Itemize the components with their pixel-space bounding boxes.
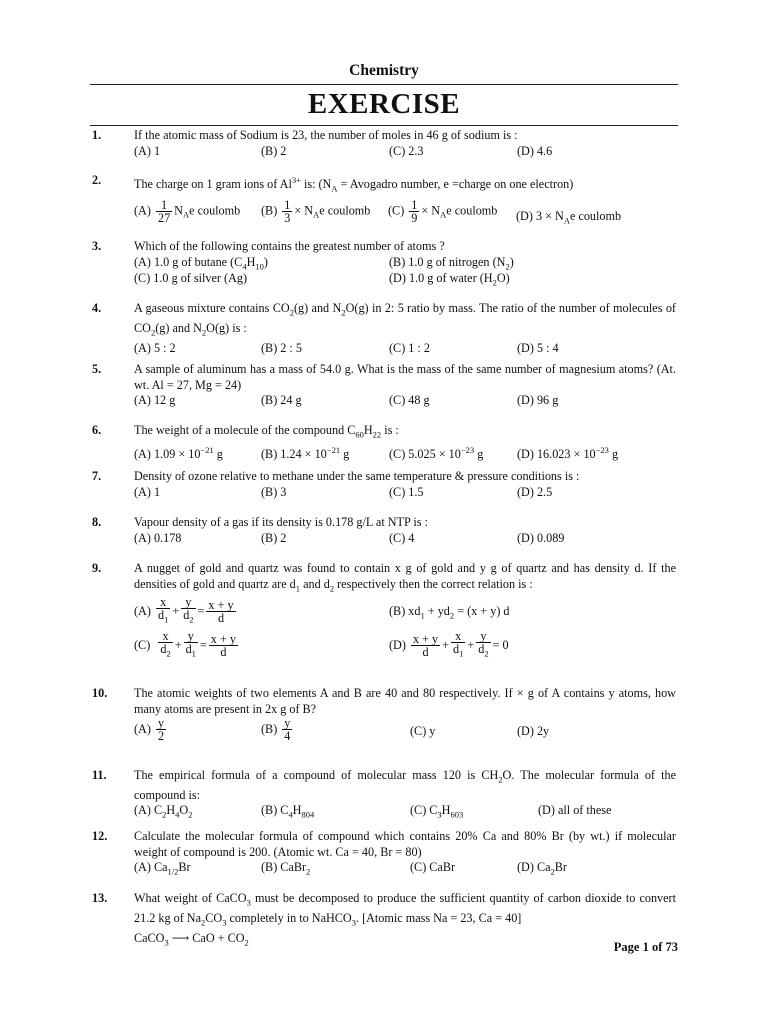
- question-number: 6.: [92, 423, 102, 437]
- option-d: (D) 0.089: [517, 530, 565, 545]
- question-number: 5.: [92, 362, 102, 376]
- option-c: (C) 48 g: [389, 393, 430, 407]
- option-d: (D) 5 : 4: [517, 340, 559, 355]
- question-stem: The atomic weights of two elements A and B are 40 and 80 respectively. If × g of A contains y atoms, how many atoms are present in 2x g of B?: [134, 686, 676, 716]
- question-stem: A gaseous mixture contains $CO_2(g)$ and $N_2O(g)$ in 2: 5 ratio by mass. The ratio of the number of molecules of $CO_2(g)$ and $N_2O(g)$ is :: [134, 301, 676, 338]
- option-b: (B) 2: [261, 143, 287, 158]
- option-b: (B) 2: [261, 530, 287, 545]
- option-a: (A) 0.178: [134, 530, 182, 545]
- question-number: 1.: [92, 128, 102, 142]
- option-d: (D) 2.5: [517, 484, 553, 499]
- option-a: (A) 1: [134, 143, 161, 158]
- option-a: (A) 12 g: [134, 393, 176, 407]
- question-stem: A nugget of gold and quartz was found to contain x g of gold and y g of quartz and has density d. If the densities of gold and quartz are $d_1$ and $d_2$ respectively then the correct relation is :: [134, 561, 676, 593]
- exercise-title: EXERCISE: [307, 88, 461, 120]
- option-b: (B) 3: [261, 484, 287, 499]
- option-b: (B) 24 g: [261, 393, 302, 407]
- question-number: 10.: [92, 686, 108, 700]
- option-b: (B) CaBr$_2$: [261, 860, 311, 877]
- question-number: 9.: [92, 561, 102, 575]
- option-a: (A) 1.0 g of butane $(C_4H_{10})$: [134, 254, 268, 271]
- option-c: (C) 1 : 2: [389, 340, 430, 355]
- question-stem: The charge on 1 gram ions of $Al^{3+}$ is: ($N_A$ = Avogadro number, e =charge on one electron): [134, 175, 574, 194]
- option-c: (C) CaBr: [410, 860, 456, 874]
- question-stem: Density of ozone relative to methane under the same temperature & pressure conditions is :: [134, 469, 580, 483]
- question-stem: The empirical formula of a compound of molecular mass 120 is $CH_2O$. The molecular formula of the compound is:: [134, 768, 676, 802]
- question-number: 3.: [92, 239, 102, 253]
- option-c: (C) 4: [389, 530, 415, 545]
- option-b: (B) $\frac{y}{4}$: [261, 716, 291, 743]
- option-c: (C) $C_3H_{603}$: [410, 803, 464, 820]
- question-number: 13.: [92, 891, 108, 905]
- option-b: (B) $xd_1 + yd_2 = (x + y)$ d: [389, 604, 510, 621]
- option-d: (D) 96 g: [517, 393, 559, 407]
- question-number: 11.: [92, 768, 107, 782]
- option-a: (A) $\frac{x}{d_1}$ + $\frac{y}{d_2}$ = $\frac{x + y}{d}$: [134, 595, 234, 625]
- option-a: (A) $Ca_{1/2}Br$: [134, 860, 191, 877]
- page-number: Page 1 of 73: [613, 940, 678, 954]
- question-stem: The weight of a molecule of the compound $C_{60}H_{22}$ is :: [134, 423, 399, 440]
- option-d: (D) 2y: [517, 724, 550, 738]
- question-number: 2.: [92, 173, 102, 187]
- option-d: (D) 4.6: [517, 143, 553, 158]
- option-d: (D) $16.023 \times 10^{-23}$ g: [517, 444, 619, 461]
- question-stem: Which of the following contains the greatest number of atoms ?: [134, 239, 445, 253]
- subject-heading: Chemistry: [349, 62, 419, 79]
- option-d: (D) $\frac{x + y}{d}$ + $\frac{x}{d_1}$ + $\frac{y}{d_2}$ = 0: [389, 629, 509, 659]
- question-number: 8.: [92, 515, 102, 529]
- question-options: [134, 199, 676, 233]
- question-stem: If the atomic mass of Sodium is 23, the number of moles in 46 g of sodium is :: [134, 128, 518, 142]
- option-c: (C) 1.0 g of silver (Ag): [134, 270, 248, 285]
- option-b: (B) 2 : 5: [261, 340, 302, 355]
- title-rule: [90, 125, 678, 126]
- question-stem: What weight of CaCO$_3$ must be decomposed to produce the sufficient quantity of carbon dioxide to convert 21.2 kg of $Na_2CO_3$ completely in to NaHCO$_3$. [Atomic mass Na = 23, Ca = 40]: [134, 891, 676, 928]
- option-d: (D) 1.0 g of water $(H_2O)$: [389, 270, 510, 287]
- question-number: 4.: [92, 301, 102, 315]
- option-d: (D) all of these: [538, 803, 612, 818]
- option-c: (C) $5.025 \times 10^{-23}$ g: [389, 444, 484, 461]
- option-a: (A) $\frac{1}{27}$ $N_Ae$ coulomb: [134, 198, 241, 225]
- option-d: (D) $3 \times N_Ae$ coulomb: [516, 209, 622, 226]
- option-a: (A) $1.09 \times 10^{-21}$ g: [134, 444, 223, 461]
- option-c: (C) 1.5: [389, 484, 424, 499]
- question-number: 7.: [92, 469, 102, 483]
- option-d: (D) $Ca_2Br$: [517, 860, 567, 877]
- question-stem: Vapour density of a gas if its density is 0.178 g/L at NTP is :: [134, 515, 428, 529]
- question-number: 12.: [92, 829, 108, 843]
- option-b: (B) $C_4H_{804}$: [261, 803, 315, 820]
- question-stem: Calculate the molecular formula of compound which contains 20% Ca and 80% Br (by wt.) if molecular weight of compound is 200. (Atomic wt. Ca = 40, Br = 80): [134, 829, 676, 859]
- reaction-equation: CaCO$_3$ ⟶ CaO + $CO_2$: [134, 930, 249, 948]
- option-b: (B) $1.24 \times 10^{-21}$ g: [261, 444, 350, 461]
- top-rule: [90, 84, 678, 85]
- option-b: (B) 1.0 g of nitrogen $(N_2)$: [389, 254, 514, 271]
- option-a: (A) $C_2H_4O_2$: [134, 803, 193, 820]
- option-c: (C) 2.3: [389, 143, 424, 158]
- option-a: (A) 1: [134, 484, 161, 499]
- option-c: (C) $\frac{x}{d_2}$ + $\frac{y}{d_1}$ = $\frac{x + y}{d}$: [134, 629, 236, 659]
- option-b: (B) $\frac{1}{3}$ × $N_Ae$ coulomb: [261, 198, 371, 225]
- option-c: (C) $\frac{1}{9}$ × $N_Ae$ coulomb: [388, 198, 498, 225]
- option-a: (A) $\frac{y}{2}$: [134, 716, 165, 743]
- option-a: (A) 5 : 2: [134, 340, 176, 355]
- question-stem: A sample of aluminum has a mass of 54.0 g. What is the mass of the same number of magnesium atoms? (At. wt. Al = 27, Mg = 24): [134, 362, 676, 392]
- option-c: (C) y: [410, 724, 436, 738]
